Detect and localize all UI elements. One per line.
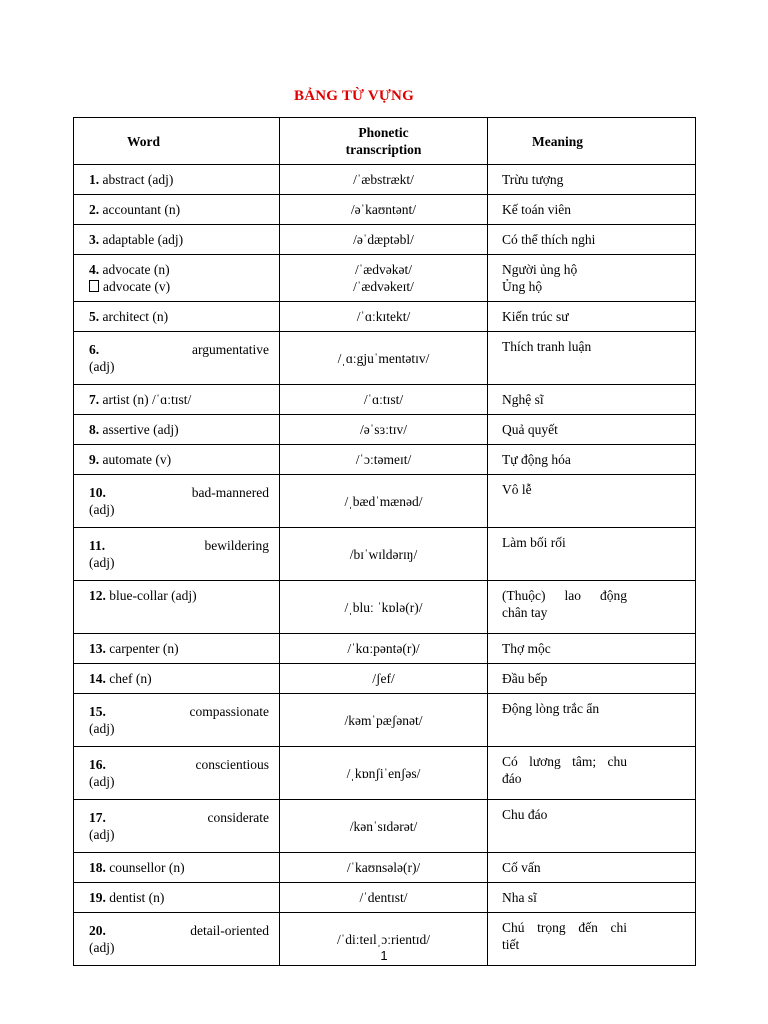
word-cell xyxy=(74,747,280,800)
word-text-2: (adj) xyxy=(89,721,115,736)
phonetic-text: /ˈædvəkət/ xyxy=(355,262,412,277)
word-text-2: (adj) xyxy=(89,555,115,570)
phonetic-cell: /ˈdiːteɪlˌɔːrientɪd/ xyxy=(280,913,488,966)
word-number: 20. xyxy=(89,923,106,938)
phonetic-cell: /ˈdentɪst/ xyxy=(280,883,488,913)
word-text: conscientious xyxy=(195,757,269,772)
word-cell xyxy=(74,883,280,913)
word-text: considerate xyxy=(207,810,269,825)
word-text: abstract (adj) xyxy=(102,172,174,187)
word-cell xyxy=(74,385,280,415)
word-cell xyxy=(74,195,280,225)
word-number: 1. xyxy=(89,172,100,187)
word-text: accountant (n) xyxy=(102,202,181,217)
word-cell xyxy=(74,475,280,528)
word-text-2: (adj) xyxy=(89,359,115,374)
word-cell xyxy=(74,853,280,883)
word-cell xyxy=(74,634,280,664)
phonetic-cell: /ˈɔːtəmeɪt/ xyxy=(280,445,488,475)
word-text: bewildering xyxy=(204,538,269,553)
word-text: bad-mannered xyxy=(191,485,269,500)
word-text: dentist (n) xyxy=(109,890,165,905)
table-row xyxy=(74,883,696,913)
word-number: 7. xyxy=(89,392,100,407)
header-phonetic-line2: transcription xyxy=(345,142,422,157)
meaning-cell: Cố vấn xyxy=(488,853,696,883)
phonetic-cell: /ˈæbstrækt/ xyxy=(280,165,488,195)
meaning-text: Chú trọng đến chi xyxy=(502,920,627,935)
word-text-2: advocate (v) xyxy=(103,279,171,294)
meaning-text: Có lương tâm; chu xyxy=(502,754,627,769)
meaning-cell: Thợ mộc xyxy=(488,634,696,664)
header-phonetic-line1: Phonetic xyxy=(358,125,409,140)
meaning-text-2: chân tay xyxy=(502,605,548,620)
meaning-cell xyxy=(488,747,696,800)
phonetic-cell: /əˈdæptəbl/ xyxy=(280,225,488,255)
word-text-2: (adj) xyxy=(89,502,115,517)
phonetic-cell xyxy=(280,255,488,302)
phonetic-cell: /ʃef/ xyxy=(280,664,488,694)
meaning-cell: Động lòng trắc ẩn xyxy=(488,694,696,747)
phonetic-text-2: /ˈædvəkeɪt/ xyxy=(353,279,414,294)
word-cell xyxy=(74,415,280,445)
word-text: carpenter (n) xyxy=(109,641,179,656)
word-text: advocate (n) xyxy=(102,262,170,277)
phonetic-cell: /əˈsɜːtɪv/ xyxy=(280,415,488,445)
meaning-cell: Kiến trúc sư xyxy=(488,302,696,332)
word-text: chef (n) xyxy=(109,671,152,686)
word-text: assertive (adj) xyxy=(102,422,179,437)
table-row xyxy=(74,664,696,694)
phonetic-cell: /ˈɑːkɪtekt/ xyxy=(280,302,488,332)
word-number: 15. xyxy=(89,704,106,719)
word-number: 19. xyxy=(89,890,106,905)
word-text: detail-oriented xyxy=(190,923,269,938)
table-row xyxy=(74,853,696,883)
table-row xyxy=(74,332,696,385)
word-text: artist (n) /ˈɑːtɪst/ xyxy=(102,392,192,407)
phonetic-cell: /ˌbluː ˈkɒlə(r)/ xyxy=(280,581,488,634)
table-row xyxy=(74,385,696,415)
meaning-cell: Kế toán viên xyxy=(488,195,696,225)
word-text-2: (adj) xyxy=(89,774,115,789)
word-text: automate (v) xyxy=(102,452,172,467)
phonetic-cell: /kənˈsɪdərət/ xyxy=(280,800,488,853)
meaning-text-2: Ủng hộ xyxy=(502,279,543,294)
meaning-text-2: tiết xyxy=(502,937,520,952)
word-cell xyxy=(74,664,280,694)
word-number: 9. xyxy=(89,452,100,467)
header-phonetic xyxy=(280,118,488,165)
meaning-cell: Tự động hóa xyxy=(488,445,696,475)
word-text: adaptable (adj) xyxy=(102,232,184,247)
meaning-cell: Nha sĩ xyxy=(488,883,696,913)
meaning-cell xyxy=(488,581,696,634)
table-row xyxy=(74,475,696,528)
meaning-cell xyxy=(488,255,696,302)
phonetic-cell: /ˌbædˈmænəd/ xyxy=(280,475,488,528)
meaning-cell: Chu đáo xyxy=(488,800,696,853)
word-number: 17. xyxy=(89,810,106,825)
meaning-cell: Trừu tượng xyxy=(488,165,696,195)
word-cell xyxy=(74,255,280,302)
table-row xyxy=(74,581,696,634)
table-row xyxy=(74,634,696,664)
vocabulary-table xyxy=(73,117,696,966)
page-number: 1 xyxy=(380,948,388,963)
table-row xyxy=(74,694,696,747)
phonetic-cell: /ˌkɒnʃiˈenʃəs/ xyxy=(280,747,488,800)
word-cell xyxy=(74,332,280,385)
meaning-cell: Đầu bếp xyxy=(488,664,696,694)
phonetic-cell: /kəmˈpæʃənət/ xyxy=(280,694,488,747)
word-cell xyxy=(74,445,280,475)
word-number: 4. xyxy=(89,262,100,277)
word-text: blue-collar (adj) xyxy=(109,588,197,603)
word-text: architect (n) xyxy=(102,309,169,324)
meaning-cell: Quả quyết xyxy=(488,415,696,445)
table-row xyxy=(74,255,696,302)
missing-glyph-icon xyxy=(89,280,99,292)
word-number: 2. xyxy=(89,202,100,217)
word-text: argumentative xyxy=(192,342,269,357)
meaning-text: Người ủng hộ xyxy=(502,262,578,277)
table-row xyxy=(74,800,696,853)
table-header-row xyxy=(74,118,696,165)
table-row xyxy=(74,302,696,332)
phonetic-cell: /əˈkaʊntənt/ xyxy=(280,195,488,225)
table-row xyxy=(74,747,696,800)
word-cell xyxy=(74,581,280,634)
word-cell xyxy=(74,694,280,747)
word-cell xyxy=(74,302,280,332)
meaning-cell: Có thể thích nghi xyxy=(488,225,696,255)
meaning-text-2: đáo xyxy=(502,771,522,786)
header-meaning: Meaning xyxy=(488,118,696,165)
word-number: 5. xyxy=(89,309,100,324)
word-text: counsellor (n) xyxy=(109,860,185,875)
word-number: 8. xyxy=(89,422,100,437)
meaning-cell: Nghệ sĩ xyxy=(488,385,696,415)
table-row xyxy=(74,195,696,225)
word-cell xyxy=(74,225,280,255)
table-row xyxy=(74,415,696,445)
phonetic-cell: /ˈkɑːpəntə(r)/ xyxy=(280,634,488,664)
word-number: 11. xyxy=(89,538,106,553)
table-row xyxy=(74,445,696,475)
table-row xyxy=(74,165,696,195)
word-number: 16. xyxy=(89,757,106,772)
meaning-cell: Thích tranh luận xyxy=(488,332,696,385)
word-text-2: (adj) xyxy=(89,827,115,842)
word-number: 18. xyxy=(89,860,106,875)
word-text-2: (adj) xyxy=(89,940,115,955)
word-number: 3. xyxy=(89,232,100,247)
word-number: 12. xyxy=(89,588,106,603)
header-word: Word xyxy=(74,118,280,165)
page-title: BẢNG TỪ VỰNG xyxy=(294,88,414,104)
word-text: compassionate xyxy=(189,704,269,719)
word-number: 6. xyxy=(89,342,100,357)
word-cell xyxy=(74,528,280,581)
word-number: 13. xyxy=(89,641,106,656)
word-number: 10. xyxy=(89,485,106,500)
table-row xyxy=(74,225,696,255)
meaning-cell: Vô lễ xyxy=(488,475,696,528)
meaning-text: (Thuộc) lao động xyxy=(502,588,627,603)
word-cell xyxy=(74,165,280,195)
word-number: 14. xyxy=(89,671,106,686)
phonetic-cell: /ˈkaʊnsələ(r)/ xyxy=(280,853,488,883)
meaning-cell: Làm bối rối xyxy=(488,528,696,581)
table-row xyxy=(74,528,696,581)
phonetic-cell: /ˈɑːtɪst/ xyxy=(280,385,488,415)
word-cell xyxy=(74,800,280,853)
phonetic-cell: /ˌɑːgjuˈmentətɪv/ xyxy=(280,332,488,385)
phonetic-cell: /bɪˈwɪldərɪŋ/ xyxy=(280,528,488,581)
